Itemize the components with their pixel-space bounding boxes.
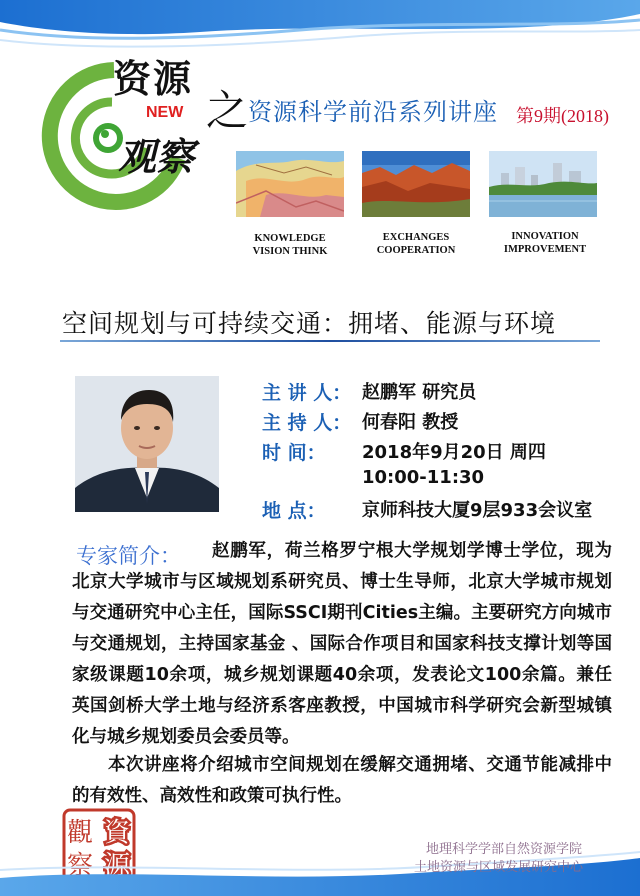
top-wave-decoration	[0, 0, 640, 60]
lecture-place: 京师科技大厦9层933会议室	[362, 500, 593, 521]
svg-text:察: 察	[66, 851, 94, 881]
speaker-bio: 赵鹏军，荷兰格罗宁根大学规划学博士学位，现为北京大学城市与区域规划系研究员、博士生导师，北京大学城市规划与交通研究中心主任，国际SSCI期刊Cities主编。主要研究方向城市与交通规划，主持国家基金 、国际合作项目和国家科技支撑计划等国家级课题10余项，城乡规划课题40余项，发表论文100余篇。兼任英国剑桥大学土地与经济系客座教授，中国城市科学研究会新型城镇化与城乡规划委员会委员等。	[72, 541, 612, 747]
theme-caption-2: EXCHANGES COOPERATION	[376, 232, 456, 256]
logo-text-ziyuan: 资源	[113, 57, 194, 101]
bio-heading: 专家简介：	[76, 544, 181, 568]
lecture-summary: 本次讲座将介绍城市空间规划在缓解交通拥堵、交通节能减排中的有效性、高效性和政策可执行性。	[72, 755, 612, 806]
speaker-label: 主 讲 人：	[262, 382, 352, 404]
svg-text:觀: 觀	[66, 818, 94, 848]
footer-line-2: 土地资源与区域发展研究中心	[414, 860, 584, 875]
time-label: 时 间：	[262, 442, 326, 464]
logo-text-guancha: 观察	[118, 135, 195, 179]
lecture-hours: 10:00-11:30	[362, 467, 485, 488]
footer-line-1: 地理科学学部自然资源学院	[426, 842, 583, 857]
series-title: 资源科学前沿系列讲座	[248, 98, 498, 126]
theme-image-city	[489, 151, 597, 217]
svg-text:資: 資	[103, 818, 131, 848]
theme-caption-3: INNOVATION IMPROVEMENT	[503, 231, 587, 255]
theme-image-map	[236, 151, 344, 217]
speaker-name: 赵鹏军 研究员	[362, 382, 477, 403]
svg-text:源: 源	[103, 851, 131, 881]
series-issue: 第9期(2018)	[516, 106, 609, 126]
host-name: 何春阳 教授	[362, 412, 459, 433]
title-divider	[60, 340, 600, 342]
place-label: 地 点：	[262, 500, 326, 522]
logo-new-badge: NEW	[146, 104, 184, 121]
theme-caption-1: KNOWLEDGE VISION THINK	[252, 233, 328, 257]
lecture-date: 2018年9月20日 周四	[362, 442, 546, 463]
host-label: 主 持 人：	[262, 412, 352, 434]
theme-image-canyon	[362, 151, 470, 217]
speaker-portrait	[75, 376, 219, 512]
lecture-title: 空间规划与可持续交通：拥堵、能源与环境	[62, 309, 557, 338]
series-connector: 之	[206, 86, 249, 135]
